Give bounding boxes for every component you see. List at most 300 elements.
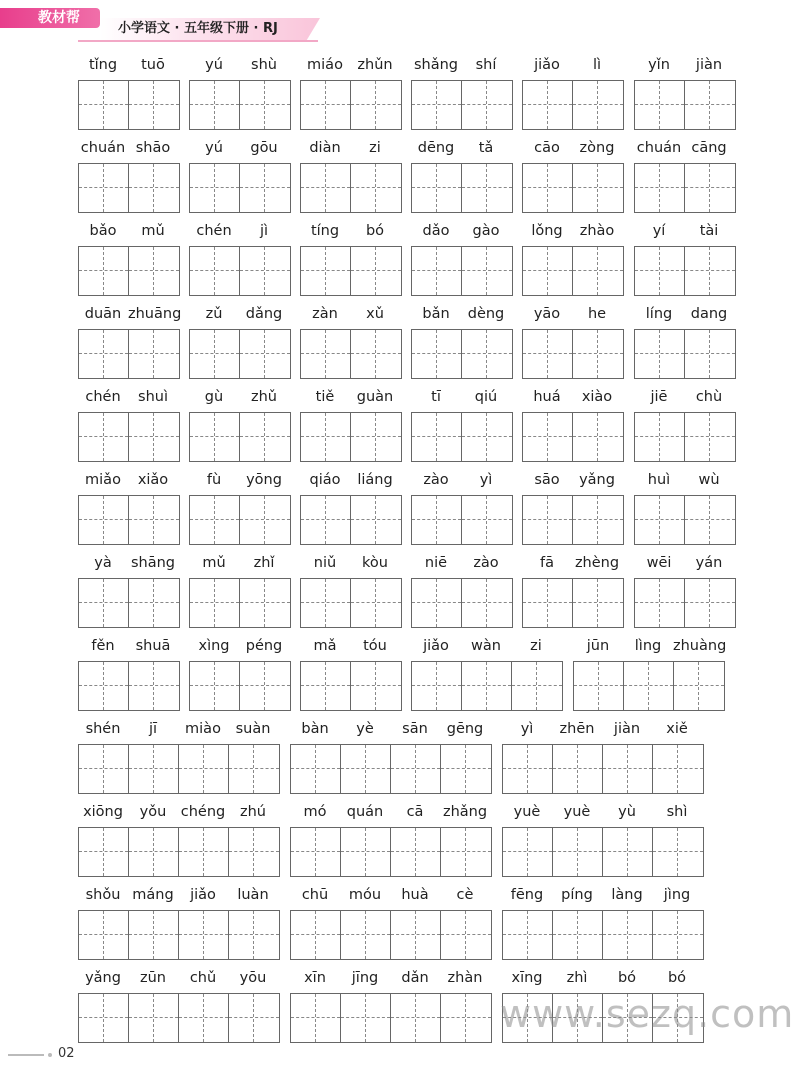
writing-cell[interactable] bbox=[412, 81, 462, 129]
pinyin-label: dēng bbox=[417, 140, 455, 156]
pinyin-label: jiǎo bbox=[190, 887, 216, 903]
tianzige-boxes bbox=[78, 661, 180, 711]
pinyin-label: shǎng bbox=[413, 57, 459, 73]
writing-cell[interactable] bbox=[523, 164, 573, 212]
tianzige-boxes bbox=[522, 578, 624, 628]
pinyin-row bbox=[411, 138, 511, 160]
pinyin-label: píng bbox=[561, 887, 593, 903]
pinyin-row bbox=[78, 553, 178, 575]
writing-cell[interactable] bbox=[573, 81, 623, 129]
writing-cell[interactable] bbox=[190, 579, 240, 627]
tianzige-boxes bbox=[300, 412, 402, 462]
writing-cell[interactable] bbox=[129, 164, 179, 212]
tianzige-boxes bbox=[189, 80, 291, 130]
pinyin-row bbox=[300, 553, 400, 575]
word-group bbox=[411, 304, 513, 380]
pinyin-label: jīng bbox=[351, 970, 379, 986]
writing-cell[interactable] bbox=[190, 413, 240, 461]
writing-cell[interactable] bbox=[523, 579, 573, 627]
writing-cell[interactable] bbox=[553, 745, 603, 793]
writing-cell[interactable] bbox=[190, 330, 240, 378]
pinyin-row bbox=[78, 470, 178, 492]
pinyin-label: yǎng bbox=[579, 472, 615, 488]
writing-cell[interactable] bbox=[229, 994, 279, 1042]
writing-cell[interactable] bbox=[523, 330, 573, 378]
writing-cell[interactable] bbox=[129, 330, 179, 378]
writing-cell[interactable] bbox=[79, 247, 129, 295]
tianzige-boxes bbox=[78, 80, 180, 130]
writing-cell[interactable] bbox=[503, 828, 553, 876]
tianzige-boxes bbox=[300, 329, 402, 379]
tianzige-boxes bbox=[189, 412, 291, 462]
pinyin-label: guàn bbox=[356, 389, 394, 405]
writing-cell[interactable] bbox=[240, 247, 290, 295]
tianzige-boxes bbox=[522, 329, 624, 379]
writing-cell[interactable] bbox=[674, 662, 724, 710]
pinyin-row bbox=[189, 221, 289, 243]
writing-cell[interactable] bbox=[190, 81, 240, 129]
word-group bbox=[522, 387, 624, 463]
pinyin-label: tǐng bbox=[88, 57, 118, 73]
writing-cell[interactable] bbox=[129, 745, 179, 793]
book-title: 小学语文 · 五年级下册 · RJ bbox=[118, 21, 278, 36]
writing-cell[interactable] bbox=[462, 579, 512, 627]
writing-cell[interactable] bbox=[685, 247, 735, 295]
pinyin-label: zhǔn bbox=[357, 57, 393, 73]
tianzige-boxes bbox=[189, 578, 291, 628]
pinyin-label: zhú bbox=[240, 804, 266, 820]
writing-cell[interactable] bbox=[523, 496, 573, 544]
writing-cell[interactable] bbox=[79, 745, 129, 793]
writing-cell[interactable] bbox=[553, 828, 603, 876]
pinyin-label: tī bbox=[431, 389, 441, 405]
writing-cell[interactable] bbox=[441, 994, 491, 1042]
word-group bbox=[634, 470, 736, 546]
pinyin-label: qiáo bbox=[309, 472, 341, 488]
pinyin-label: yì bbox=[520, 721, 534, 737]
pinyin-label: yán bbox=[695, 555, 723, 571]
word-group bbox=[634, 553, 736, 629]
writing-cell[interactable] bbox=[179, 745, 229, 793]
writing-cell[interactable] bbox=[351, 662, 401, 710]
word-group bbox=[634, 387, 736, 463]
pinyin-label: móu bbox=[348, 887, 382, 903]
writing-cell[interactable] bbox=[291, 911, 341, 959]
tianzige-boxes bbox=[78, 412, 180, 462]
tianzige-boxes bbox=[522, 412, 624, 462]
pinyin-label: zhuāng bbox=[128, 306, 182, 322]
tianzige-boxes bbox=[300, 246, 402, 296]
writing-cell[interactable] bbox=[573, 164, 623, 212]
pinyin-label: tài bbox=[699, 223, 719, 239]
pinyin-label: bó bbox=[667, 970, 687, 986]
pinyin-row bbox=[634, 55, 734, 77]
writing-cell[interactable] bbox=[79, 911, 129, 959]
pinyin-label: zi bbox=[369, 140, 381, 156]
pinyin-label: zhèng bbox=[574, 555, 620, 571]
writing-cell[interactable] bbox=[391, 745, 441, 793]
writing-cell[interactable] bbox=[301, 579, 351, 627]
writing-cell[interactable] bbox=[685, 496, 735, 544]
writing-cell[interactable] bbox=[229, 911, 279, 959]
writing-cell[interactable] bbox=[412, 662, 462, 710]
writing-cell[interactable] bbox=[653, 745, 703, 793]
pinyin-row bbox=[78, 304, 182, 326]
tianzige-boxes bbox=[78, 329, 180, 379]
pinyin-label: zhàn bbox=[447, 970, 483, 986]
pinyin-label: yí bbox=[652, 223, 666, 239]
writing-cell[interactable] bbox=[79, 662, 129, 710]
writing-cell[interactable] bbox=[79, 164, 129, 212]
writing-cell[interactable] bbox=[351, 247, 401, 295]
tianzige-boxes bbox=[411, 246, 513, 296]
writing-cell[interactable] bbox=[129, 81, 179, 129]
writing-cell[interactable] bbox=[129, 247, 179, 295]
tianzige-boxes bbox=[290, 993, 492, 1043]
writing-cell[interactable] bbox=[240, 81, 290, 129]
pinyin-label: xiào bbox=[581, 389, 613, 405]
writing-cell[interactable] bbox=[129, 828, 179, 876]
writing-cell[interactable] bbox=[573, 579, 623, 627]
tianzige-boxes bbox=[290, 744, 492, 794]
pinyin-label: jiàn bbox=[695, 57, 723, 73]
pinyin-label: shuì bbox=[138, 389, 168, 405]
writing-cell[interactable] bbox=[190, 164, 240, 212]
pinyin-row bbox=[189, 553, 289, 575]
writing-cell[interactable] bbox=[441, 911, 491, 959]
pinyin-row bbox=[522, 470, 622, 492]
pinyin-label: yù bbox=[618, 804, 636, 820]
writing-cell[interactable] bbox=[685, 164, 735, 212]
writing-cell[interactable] bbox=[573, 330, 623, 378]
tianzige-boxes bbox=[522, 80, 624, 130]
pinyin-row bbox=[411, 304, 511, 326]
pinyin-row bbox=[411, 636, 561, 658]
pinyin-label: yú bbox=[205, 57, 223, 73]
writing-cell[interactable] bbox=[603, 911, 653, 959]
writing-cell[interactable] bbox=[391, 911, 441, 959]
writing-cell[interactable] bbox=[79, 994, 129, 1042]
pinyin-label: làng bbox=[611, 887, 643, 903]
writing-cell[interactable] bbox=[79, 579, 129, 627]
writing-cell[interactable] bbox=[635, 496, 685, 544]
pinyin-row bbox=[411, 387, 511, 409]
word-group bbox=[300, 138, 402, 214]
word-group bbox=[189, 55, 291, 131]
pinyin-row bbox=[78, 387, 178, 409]
tianzige-boxes bbox=[78, 163, 180, 213]
writing-cell[interactable] bbox=[441, 828, 491, 876]
pinyin-row bbox=[634, 221, 734, 243]
pinyin-label: jiǎo bbox=[534, 57, 560, 73]
pinyin-label: fēng bbox=[510, 887, 544, 903]
pinyin-label: xiě bbox=[666, 721, 688, 737]
pinyin-label: dǎo bbox=[422, 223, 450, 239]
writing-cell[interactable] bbox=[129, 911, 179, 959]
pinyin-label: zào bbox=[473, 555, 499, 571]
writing-cell[interactable] bbox=[129, 496, 179, 544]
word-group bbox=[522, 221, 624, 297]
word-group bbox=[300, 553, 402, 629]
writing-cell[interactable] bbox=[441, 745, 491, 793]
writing-cell[interactable] bbox=[624, 662, 674, 710]
brand-badge: 教材帮 bbox=[0, 8, 100, 28]
writing-cell[interactable] bbox=[301, 413, 351, 461]
pinyin-label: yuè bbox=[513, 804, 541, 820]
tianzige-boxes bbox=[502, 910, 704, 960]
writing-cell[interactable] bbox=[653, 828, 703, 876]
pinyin-label: miáo bbox=[307, 57, 343, 73]
writing-cell[interactable] bbox=[129, 579, 179, 627]
writing-cell[interactable] bbox=[341, 828, 391, 876]
writing-cell[interactable] bbox=[240, 579, 290, 627]
word-group bbox=[502, 802, 704, 878]
tianzige-boxes bbox=[411, 80, 513, 130]
pinyin-row bbox=[634, 304, 734, 326]
writing-cell[interactable] bbox=[503, 745, 553, 793]
writing-cell[interactable] bbox=[412, 247, 462, 295]
writing-cell[interactable] bbox=[574, 662, 624, 710]
writing-cell[interactable] bbox=[240, 413, 290, 461]
writing-cell[interactable] bbox=[79, 413, 129, 461]
pinyin-row bbox=[189, 636, 289, 658]
pinyin-row bbox=[522, 55, 622, 77]
writing-cell[interactable] bbox=[523, 81, 573, 129]
writing-cell[interactable] bbox=[685, 330, 735, 378]
pinyin-label: dǎng bbox=[245, 306, 283, 322]
writing-cell[interactable] bbox=[462, 330, 512, 378]
writing-cell[interactable] bbox=[240, 164, 290, 212]
writing-cell[interactable] bbox=[523, 247, 573, 295]
word-group bbox=[411, 470, 513, 546]
writing-cell[interactable] bbox=[351, 496, 401, 544]
word-group bbox=[634, 304, 736, 380]
pinyin-label: tíng bbox=[310, 223, 340, 239]
pinyin-row bbox=[78, 885, 278, 907]
writing-cell[interactable] bbox=[79, 828, 129, 876]
pinyin-label: suàn bbox=[235, 721, 271, 737]
writing-cell[interactable] bbox=[351, 413, 401, 461]
writing-cell[interactable] bbox=[523, 413, 573, 461]
pinyin-label: sān bbox=[402, 721, 428, 737]
writing-cell[interactable] bbox=[229, 828, 279, 876]
word-group bbox=[411, 55, 513, 131]
word-group bbox=[290, 968, 492, 1044]
writing-cell[interactable] bbox=[412, 413, 462, 461]
pinyin-label: quán bbox=[346, 804, 384, 820]
writing-cell[interactable] bbox=[79, 81, 129, 129]
writing-cell[interactable] bbox=[412, 579, 462, 627]
pinyin-label: mó bbox=[303, 804, 327, 820]
writing-cell[interactable] bbox=[291, 745, 341, 793]
writing-cell[interactable] bbox=[351, 164, 401, 212]
tianzige-boxes bbox=[522, 495, 624, 545]
word-group bbox=[78, 470, 180, 546]
writing-cell[interactable] bbox=[291, 994, 341, 1042]
pinyin-label: niē bbox=[424, 555, 448, 571]
pinyin-label: jī bbox=[148, 721, 158, 737]
writing-cell[interactable] bbox=[179, 994, 229, 1042]
writing-cell[interactable] bbox=[179, 828, 229, 876]
writing-cell[interactable] bbox=[351, 330, 401, 378]
pinyin-row bbox=[634, 470, 734, 492]
writing-cell[interactable] bbox=[179, 911, 229, 959]
writing-cell[interactable] bbox=[573, 496, 623, 544]
pinyin-label: yǒu bbox=[139, 804, 167, 820]
pinyin-label: cè bbox=[456, 887, 474, 903]
pinyin-row bbox=[189, 304, 289, 326]
pinyin-label: bó bbox=[617, 970, 637, 986]
tianzige-boxes bbox=[634, 412, 736, 462]
pinyin-label: jiē bbox=[650, 389, 668, 405]
tianzige-boxes bbox=[300, 80, 402, 130]
pinyin-label: xìng bbox=[198, 638, 230, 654]
writing-cell[interactable] bbox=[291, 828, 341, 876]
writing-cell[interactable] bbox=[301, 330, 351, 378]
writing-cell[interactable] bbox=[573, 413, 623, 461]
tianzige-boxes bbox=[522, 163, 624, 213]
writing-cell[interactable] bbox=[129, 662, 179, 710]
pinyin-label: xiōng bbox=[83, 804, 123, 820]
pinyin-label: zhuàng bbox=[673, 638, 727, 654]
pinyin-label: duān bbox=[84, 306, 122, 322]
writing-cell[interactable] bbox=[512, 662, 562, 710]
writing-cell[interactable] bbox=[301, 164, 351, 212]
pinyin-label: shāng bbox=[130, 555, 176, 571]
pinyin-label: zàn bbox=[312, 306, 338, 322]
writing-cell[interactable] bbox=[503, 911, 553, 959]
footer-dot bbox=[48, 1053, 52, 1057]
word-group bbox=[411, 553, 513, 629]
pinyin-row bbox=[189, 470, 289, 492]
pinyin-row bbox=[522, 221, 622, 243]
writing-cell[interactable] bbox=[685, 413, 735, 461]
pinyin-row bbox=[522, 304, 622, 326]
writing-cell[interactable] bbox=[635, 413, 685, 461]
writing-cell[interactable] bbox=[412, 164, 462, 212]
pinyin-label: diàn bbox=[309, 140, 341, 156]
pinyin-label: shǒu bbox=[85, 887, 121, 903]
pinyin-row bbox=[78, 802, 278, 824]
writing-cell[interactable] bbox=[412, 330, 462, 378]
pinyin-label: cāo bbox=[534, 140, 560, 156]
pinyin-label: chuán bbox=[636, 140, 682, 156]
writing-cell[interactable] bbox=[635, 579, 685, 627]
word-group bbox=[522, 470, 624, 546]
pinyin-row bbox=[300, 221, 400, 243]
word-group bbox=[290, 885, 492, 961]
pinyin-label: xiǎo bbox=[137, 472, 169, 488]
writing-cell[interactable] bbox=[301, 662, 351, 710]
pinyin-row bbox=[78, 719, 278, 741]
writing-cell[interactable] bbox=[301, 81, 351, 129]
pinyin-label: tóu bbox=[363, 638, 387, 654]
pinyin-row bbox=[522, 553, 622, 575]
pinyin-label: shì bbox=[666, 804, 688, 820]
writing-cell[interactable] bbox=[351, 81, 401, 129]
tianzige-boxes bbox=[634, 495, 736, 545]
writing-cell[interactable] bbox=[635, 247, 685, 295]
writing-cell[interactable] bbox=[79, 496, 129, 544]
writing-cell[interactable] bbox=[462, 413, 512, 461]
writing-cell[interactable] bbox=[190, 496, 240, 544]
writing-cell[interactable] bbox=[301, 247, 351, 295]
writing-cell[interactable] bbox=[351, 579, 401, 627]
writing-cell[interactable] bbox=[462, 164, 512, 212]
writing-cell[interactable] bbox=[553, 911, 603, 959]
tianzige-boxes bbox=[189, 661, 291, 711]
pinyin-label: yǎng bbox=[85, 970, 121, 986]
pinyin-label: chén bbox=[196, 223, 232, 239]
writing-cell[interactable] bbox=[341, 911, 391, 959]
writing-cell[interactable] bbox=[603, 828, 653, 876]
tianzige-boxes bbox=[502, 744, 704, 794]
writing-cell[interactable] bbox=[603, 745, 653, 793]
writing-cell[interactable] bbox=[462, 247, 512, 295]
pinyin-label: chū bbox=[301, 887, 329, 903]
word-group bbox=[290, 719, 492, 795]
pinyin-label: bàn bbox=[301, 721, 329, 737]
pinyin-label: he bbox=[587, 306, 607, 322]
pinyin-label: chù bbox=[695, 389, 723, 405]
writing-cell[interactable] bbox=[635, 330, 685, 378]
writing-cell[interactable] bbox=[685, 579, 735, 627]
writing-cell[interactable] bbox=[190, 662, 240, 710]
writing-cell[interactable] bbox=[240, 330, 290, 378]
writing-cell[interactable] bbox=[635, 81, 685, 129]
writing-cell[interactable] bbox=[653, 911, 703, 959]
word-group bbox=[189, 221, 291, 297]
pinyin-label: zūn bbox=[140, 970, 166, 986]
writing-cell[interactable] bbox=[462, 81, 512, 129]
pinyin-label: lǒng bbox=[531, 223, 563, 239]
tianzige-boxes bbox=[78, 993, 280, 1043]
writing-cell[interactable] bbox=[129, 994, 179, 1042]
word-group bbox=[573, 636, 725, 712]
tianzige-boxes bbox=[300, 495, 402, 545]
pinyin-label: liáng bbox=[357, 472, 393, 488]
pinyin-row bbox=[502, 968, 702, 990]
writing-cell[interactable] bbox=[240, 496, 290, 544]
word-group bbox=[78, 55, 180, 131]
pinyin-label: fěn bbox=[91, 638, 115, 654]
writing-cell[interactable] bbox=[240, 662, 290, 710]
pinyin-row bbox=[78, 968, 278, 990]
tianzige-boxes bbox=[411, 495, 513, 545]
pinyin-label: jiàn bbox=[613, 721, 641, 737]
writing-cell[interactable] bbox=[190, 247, 240, 295]
tianzige-boxes bbox=[78, 495, 180, 545]
writing-cell[interactable] bbox=[462, 662, 512, 710]
pinyin-label: péng bbox=[245, 638, 283, 654]
word-group bbox=[78, 802, 280, 878]
writing-cell[interactable] bbox=[391, 828, 441, 876]
writing-cell[interactable] bbox=[462, 496, 512, 544]
writing-cell[interactable] bbox=[301, 496, 351, 544]
writing-cell[interactable] bbox=[412, 496, 462, 544]
writing-cell[interactable] bbox=[229, 745, 279, 793]
writing-cell[interactable] bbox=[79, 330, 129, 378]
writing-cell[interactable] bbox=[391, 994, 441, 1042]
pinyin-label: zhǔ bbox=[251, 389, 277, 405]
writing-cell[interactable] bbox=[341, 745, 391, 793]
writing-cell[interactable] bbox=[341, 994, 391, 1042]
writing-cell[interactable] bbox=[635, 164, 685, 212]
writing-cell[interactable] bbox=[685, 81, 735, 129]
writing-cell[interactable] bbox=[129, 413, 179, 461]
writing-cell[interactable] bbox=[573, 247, 623, 295]
pinyin-label: gēng bbox=[446, 721, 484, 737]
